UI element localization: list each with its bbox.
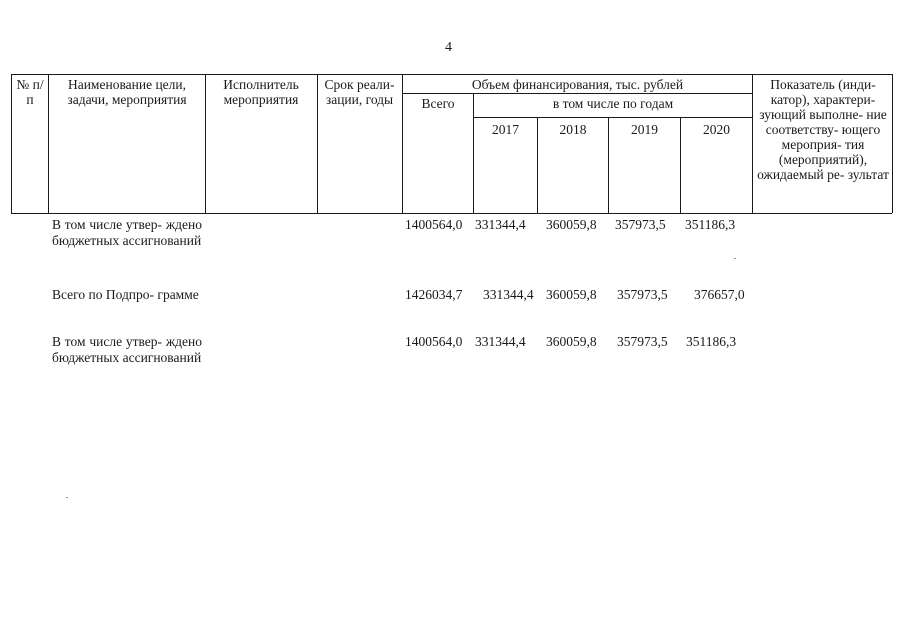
page-number: 4	[445, 40, 452, 55]
header-border-left	[11, 74, 12, 213]
col-year-header: 2020	[703, 122, 730, 137]
row-name: Всего по Подпро- грамме	[52, 287, 199, 302]
header-divider	[48, 74, 49, 213]
header-divider	[752, 74, 753, 213]
row-value-2019: 357973,5	[617, 334, 668, 349]
scan-speck	[66, 497, 68, 498]
col-total-header: Всего	[421, 96, 455, 111]
row-value-2018: 360059,8	[546, 287, 597, 302]
col-indicator-header: Показатель (инди- катор), характери- зующий выполне- ние соответству- ющего мероприя- тия (мероприятий), ожидаемый ре- зультат	[757, 77, 889, 182]
row-total: 1426034,7	[405, 287, 463, 302]
row-name: В том числе утвер- ждено бюджетных ассигнований	[52, 334, 202, 365]
header-divider	[473, 93, 474, 213]
row-value-2017: 331344,4	[483, 287, 534, 302]
row-value-2019: 357973,5	[617, 287, 668, 302]
row-value-2017: 331344,4	[475, 334, 526, 349]
row-name: В том числе утвер- ждено бюджетных ассигнований	[52, 217, 202, 248]
header-subline	[402, 93, 752, 94]
row-value-2020: 351186,3	[685, 217, 736, 232]
col-by-years-header: в том числе по годам	[552, 96, 674, 111]
header-top-border	[11, 74, 892, 75]
col-executor-header: Исполнитель мероприятия	[223, 77, 299, 107]
row-value-2018: 360059,8	[546, 217, 597, 232]
scan-speck	[734, 258, 736, 259]
col-year-header: 2017	[492, 122, 519, 137]
row-value-2018: 360059,8	[546, 334, 597, 349]
row-total: 1400564,0	[405, 217, 463, 232]
col-year-header: 2019	[631, 122, 658, 137]
row-value-2020: 351186,3	[686, 334, 737, 349]
col-num-header: № п/п	[16, 77, 44, 107]
row-value-2017: 331344,4	[475, 217, 526, 232]
col-name-header: Наименование цели, задачи, мероприятия	[67, 77, 187, 107]
header-divider	[205, 74, 206, 213]
row-value-2019: 357973,5	[615, 217, 666, 232]
row-total: 1400564,0	[405, 334, 463, 349]
header-subline	[473, 117, 752, 118]
header-bottom-border	[11, 213, 892, 214]
header-divider	[402, 74, 403, 213]
row-value-2020: 376657,0	[694, 287, 745, 302]
header-border-right	[892, 74, 893, 213]
col-year-header: 2018	[559, 122, 587, 137]
col-funding-header: Объем финансирования, тыс. рублей	[471, 77, 684, 92]
col-term-header: Срок реали- зации, годы	[324, 77, 395, 107]
